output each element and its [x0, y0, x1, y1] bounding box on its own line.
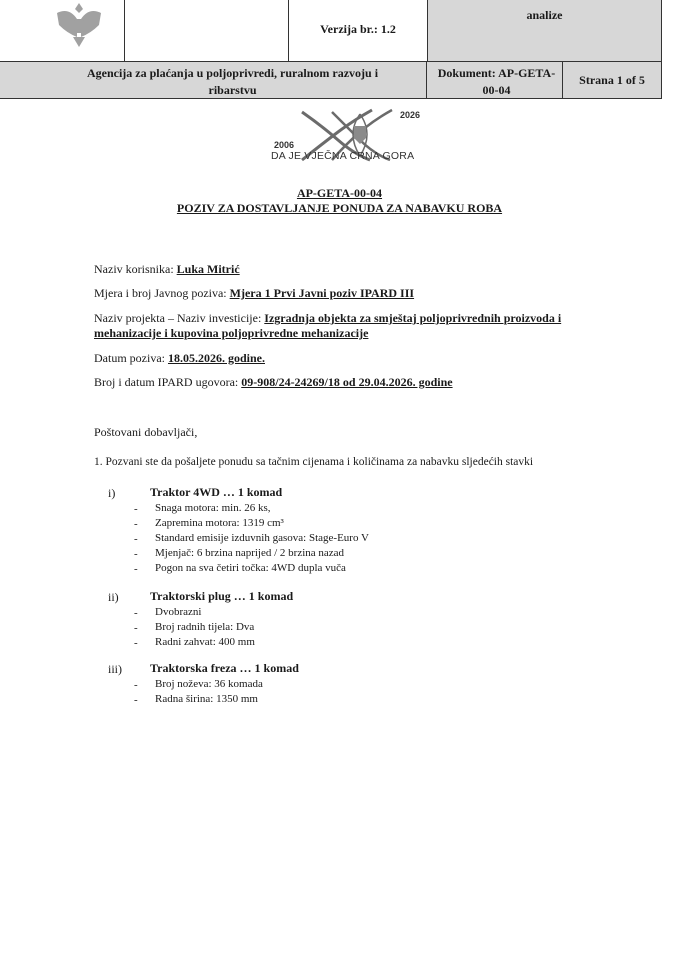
spec-item: Radni zahvat: 400 mm [155, 636, 255, 648]
user-label: Naziv korisnika: [94, 262, 174, 276]
logo-caption: DA JE VJEČNA CRNA GORA [271, 150, 415, 162]
version-label: Verzija br.: 1.2 [320, 22, 396, 36]
document-header [0, 0, 662, 99]
measure-value: Mjera 1 Prvi Javni poziv IPARD III [229, 286, 415, 300]
coat-of-arms-cell [0, 0, 125, 62]
bullet-dash: - [134, 637, 138, 649]
bullet-dash: - [134, 622, 138, 634]
spec-item: Pogon na sva četiri točka: 4WD dupla vuča [155, 562, 346, 574]
spec-item: Dvobrazni [155, 606, 202, 618]
title-cell [427, 0, 662, 62]
page-cell [562, 61, 662, 99]
bullet-dash: - [134, 503, 138, 515]
item-title: Traktor 4WD … 1 komad [150, 485, 283, 499]
project-value: Izgradnja objekta za smještaj poljoprivrednih proizvoda i [264, 311, 562, 325]
user-value: Luka Mitrić [176, 262, 240, 276]
bullet-dash: - [134, 518, 138, 530]
contract-line [94, 375, 453, 390]
spec-item: Mjenjač: 6 brzina naprijed / 2 brzina nazad [155, 547, 345, 559]
item-title: Traktorska freza … 1 komad [150, 661, 299, 675]
title-cell-text: analize [526, 8, 563, 22]
spec-item: Broj noževa: 36 komada [155, 678, 263, 690]
project-label: Naziv projekta – Naziv investicije: [94, 311, 262, 325]
bullet-dash: - [134, 563, 138, 575]
document-cell [426, 61, 563, 99]
bullet-dash: - [134, 679, 138, 691]
logo-year-left: 2006 [274, 140, 295, 150]
spec-item: Snaga motora: min. 26 ks, [155, 502, 271, 514]
version-cell [288, 0, 428, 62]
bullet-dash: - [134, 533, 138, 545]
user-line [94, 262, 240, 277]
item-title: Traktorski plug … 1 komad [150, 589, 294, 603]
measure-label: Mjera i broj Javnog poziva: [94, 286, 227, 300]
logo-year-right: 2026 [400, 110, 421, 120]
invitation-text: 1. Pozvani ste da pošaljete ponudu sa tačnim cijenama i količinama za nabavku sljedećih stavki [94, 456, 534, 468]
item-numeral: iii) [108, 662, 122, 676]
coat-of-arms-icon [49, 0, 109, 49]
project-line [94, 311, 561, 326]
spec-item: Broj radnih tijela: Dva [155, 621, 255, 633]
project-line-2 [94, 326, 368, 341]
bullet-dash: - [134, 694, 138, 706]
document-id: Dokument: AP-GETA-00-04 [437, 66, 556, 97]
spec-item: Radna širina: 1350 mm [155, 693, 258, 705]
item-numeral: ii) [108, 590, 119, 604]
date-line [94, 351, 265, 366]
bullet-dash: - [134, 607, 138, 619]
page-number: Strana 1 of 5 [579, 73, 645, 87]
contract-value: 09-908/24-24269/18 od 29.04.2026. godine [241, 375, 453, 389]
blank-cell [124, 0, 289, 62]
spec-item: Standard emisije izduvnih gasova: Stage-Euro V [155, 532, 369, 544]
bullet-dash: - [134, 548, 138, 560]
date-value: 18.05.2026. godine. [167, 351, 265, 365]
measure-line [94, 286, 414, 301]
date-label: Datum poziva: [94, 351, 165, 365]
agency-cell [0, 61, 427, 99]
item-numeral: i) [108, 486, 116, 500]
document-title: POZIV ZA DOSTAVLJANJE PONUDA ZA NABAVKU ROBA [176, 201, 503, 215]
spec-item: Zapremina motora: 1319 cm³ [155, 517, 284, 529]
document-code: AP-GETA-00-04 [296, 186, 383, 200]
contract-label: Broj i datum IPARD ugovora: [94, 375, 239, 389]
project-value-continued: mehanizacije i kupovina poljoprivredne mehanizacije [94, 326, 369, 340]
emblem-icon [354, 126, 366, 144]
greeting: Poštovani dobavljači, [94, 425, 198, 439]
agency-name: Agencija za plaćanja u poljoprivredi, ruralnom razvoju i ribarstvu [86, 66, 379, 97]
